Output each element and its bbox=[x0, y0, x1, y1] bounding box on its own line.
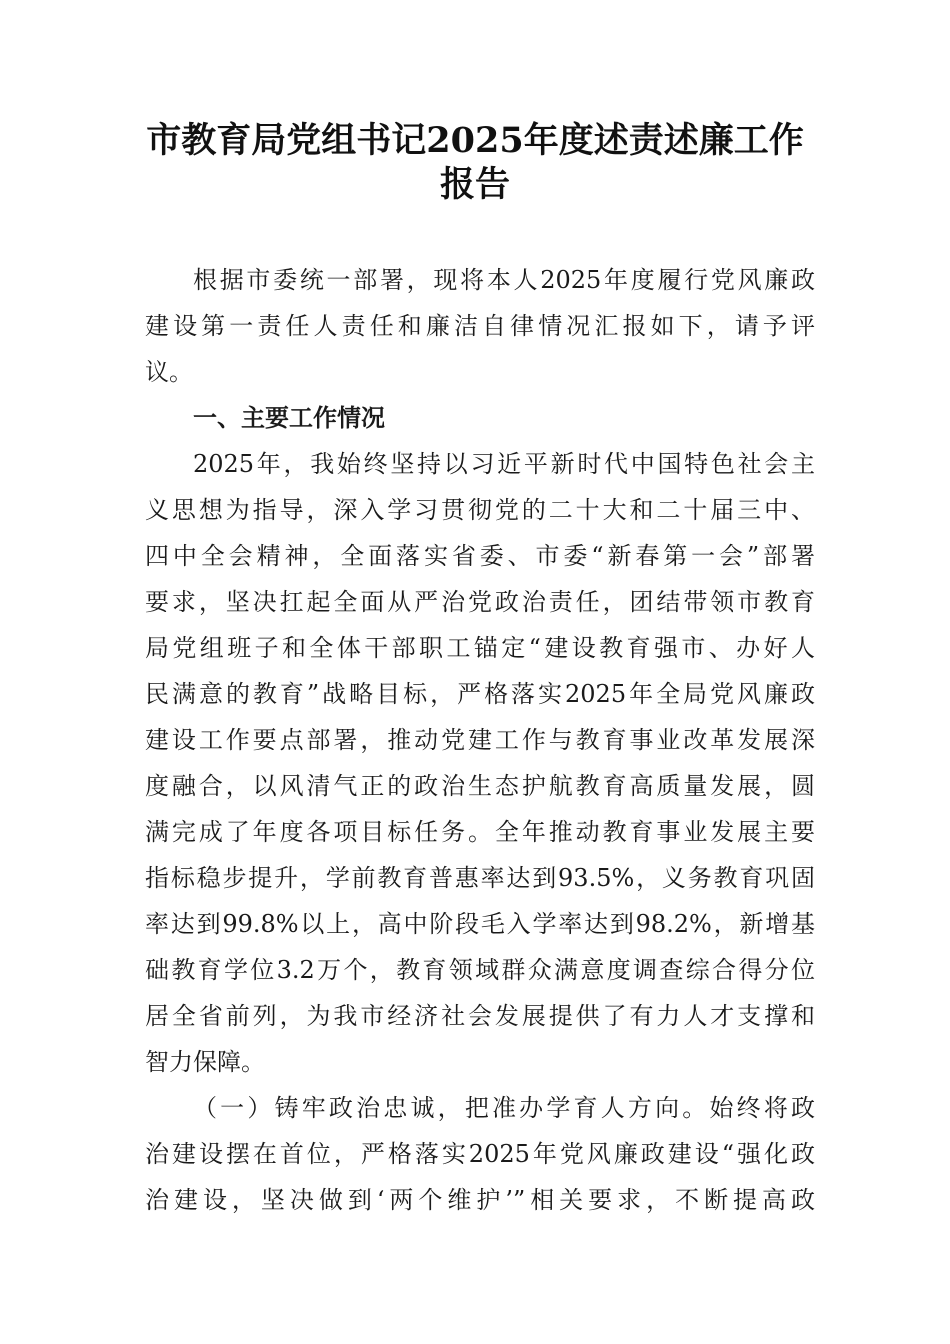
paragraph-line: 指标稳步提升，学前教育普惠率达到93.5%，义务教育巩固 bbox=[145, 864, 815, 892]
paragraph-line: 智力保障。 bbox=[145, 1048, 265, 1076]
paragraph-line: 居全省前列，为我市经济社会发展提供了有力人才支撑和 bbox=[145, 1002, 815, 1030]
paragraph-line: 要求，坚决扛起全面从严治党政治责任，团结带领市教育 bbox=[145, 588, 815, 616]
intro-line-2: 建设第一责任人责任和廉洁自律情况汇报如下，请予评 bbox=[145, 312, 815, 340]
document-title-line-2: 报告 bbox=[439, 164, 510, 205]
paragraph-line: 建设工作要点部署，推动党建工作与教育事业改革发展深 bbox=[145, 726, 815, 754]
intro-line-3: 议。 bbox=[145, 358, 193, 386]
paragraph-line: 满完成了年度各项目标任务。全年推动教育事业发展主要 bbox=[145, 818, 815, 846]
paragraph-line: 民满意的教育”战略目标，严格落实2025年全局党风廉政 bbox=[145, 680, 815, 708]
paragraph-line: 础教育学位3.2万个，教育领域群众满意度调查综合得分位 bbox=[145, 956, 815, 984]
paragraph-line: 义思想为指导，深入学习贯彻党的二十大和二十届三中、 bbox=[145, 496, 815, 524]
subsection-line: （一）铸牢政治忠诚，把准办学育人方向。始终将政 bbox=[193, 1094, 815, 1122]
paragraph-line: 率达到99.8%以上，高中阶段毛入学率达到98.2%，新增基 bbox=[145, 910, 815, 938]
paragraph-line: 四中全会精神，全面落实省委、市委“新春第一会”部署 bbox=[145, 542, 815, 570]
subsection-line: 治建设，坚决做到‘两个维护’”相关要求，不断提高政 bbox=[145, 1186, 815, 1214]
document-title-line-1: 市教育局党组书记2025年度述责述廉工作 bbox=[146, 120, 804, 161]
paragraph-line: 局党组班子和全体干部职工锚定“建设教育强市、办好人 bbox=[145, 634, 815, 662]
subsection-line: 治建设摆在首位，严格落实2025年党风廉政建设“强化政 bbox=[145, 1140, 815, 1168]
intro-line-1: 根据市委统一部署，现将本人2025年度履行党风廉政 bbox=[193, 266, 815, 294]
section-heading-main-work: 一、主要工作情况 bbox=[193, 404, 385, 432]
paragraph-line: 2025年，我始终坚持以习近平新时代中国特色社会主 bbox=[193, 450, 815, 478]
paragraph-line: 度融合，以风清气正的政治生态护航教育高质量发展，圆 bbox=[145, 772, 815, 800]
